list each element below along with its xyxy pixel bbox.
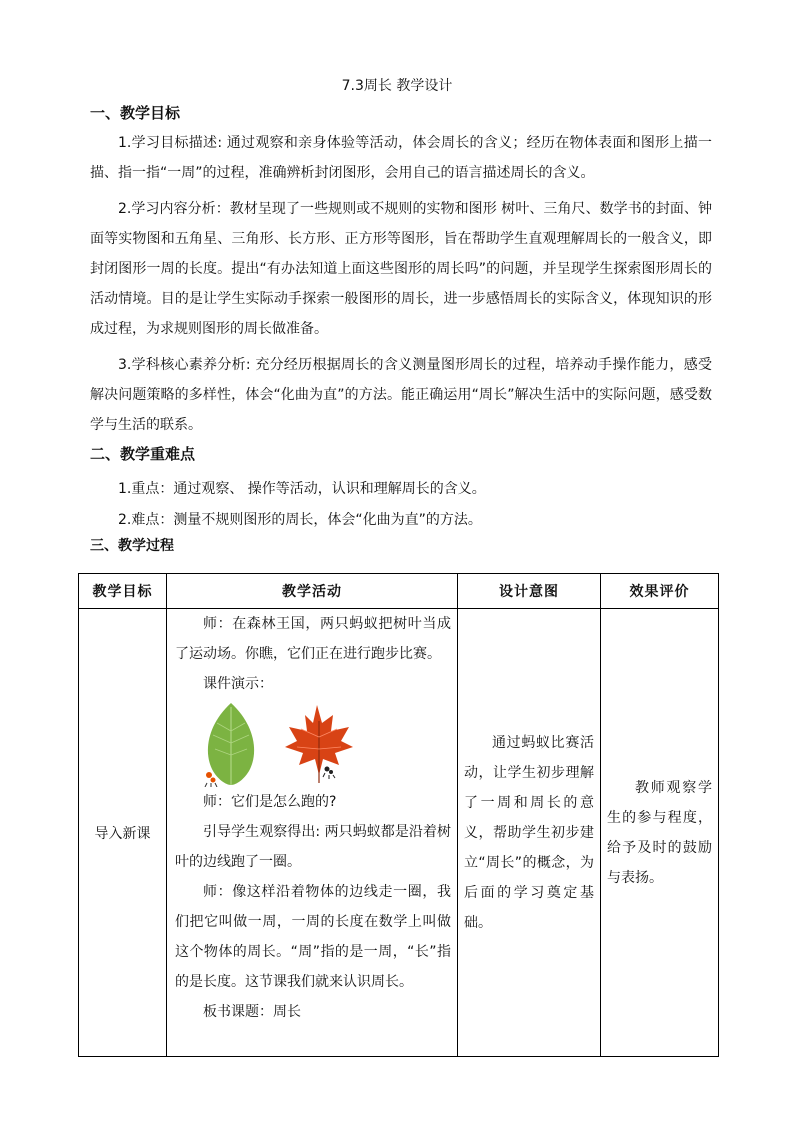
intent-text: 通过蚂蚁比赛活动，让学生初步理解了一周和周长的意义，帮助学生初步建立“周长”的概念，为后面的学习奠定基础。 [464, 734, 594, 931]
cell-intent [458, 609, 601, 1057]
activity-text: 师：在森林王国，两只蚂蚁把树叶当成了运动场。你瞧，它们正在进行跑步比赛。 [175, 616, 451, 662]
activity-text: 板书课题：周长 [203, 1004, 301, 1020]
teaching-process-table [78, 573, 719, 1057]
paragraph-goal-description: 1.学习目标描述: 通过观察和亲身体验等活动，体会周长的含义；经历在物体表面和图形上描一描、指一指“一周”的过程，准确辨析封闭图形，会用自己的语言描述周长的含义。 [90, 135, 712, 181]
section-heading-goals: 一、教学目标 [90, 104, 181, 122]
doc-title: 7.3周长 教学设计 [341, 78, 453, 94]
header-goal: 教学目标 [79, 574, 167, 609]
header-intent: 设计意图 [458, 574, 601, 609]
activity-text: 师：像这样沿着物体的边线走一圈，我们把它叫做一周，一周的长度在数学上叫做这个物体的周长。“周”指的是一周，“长”指的是长度。这节课我们就来认识周长。 [175, 884, 451, 990]
paragraph-content-analysis: 2.学习内容分析：教材呈现了一些规则或不规则的实物和图形 树叶、三角尺、数学书的封面、钟面等实物图和五角星、三角形、长方形、正方形等图形，旨在帮助学生直观理解周长的一般含义，即封闭图形一周的长度。提出“有办法知道上面这些图形的周长吗”的问题，并呈现学生探索图形周长的活动情境。目的是让学生实际动手探索一般图形的周长，进一步感悟周长的实际含义，体现知识的形成过程，为求规则图形的周长做准备。 [90, 201, 712, 337]
evaluation-text: 教师观察学生的参与程度，给予及时的鼓励与表扬。 [607, 779, 712, 886]
leaves-image [201, 701, 371, 787]
table-header-row [79, 574, 719, 609]
key-point-item: 1.重点：通过观察、 操作等活动，认识和理解周长的含义。 [118, 481, 486, 497]
cell-evaluation [601, 609, 719, 1057]
header-activity: 教学活动 [167, 574, 458, 609]
section-heading-process: 三、教学过程 [90, 538, 174, 554]
leaf-illustration [175, 699, 451, 787]
ant-icon [323, 767, 335, 780]
table-row [79, 609, 719, 1057]
cell-activity [167, 609, 458, 1057]
activity-text: 师：它们是怎么跑的? [203, 794, 337, 810]
paragraph-core-literacy: 3.学科核心素养分析: 充分经历根据周长的含义测量图形周长的过程，培养动手操作能力，感受解决问题策略的多样性，体会“化曲为直”的方法。能正确运用“周长”解决生活中的实际问题，感受数学与生活的联系。 [90, 357, 712, 433]
difficult-point-item: 2.难点：测量不规则图形的周长，体会“化曲为直”的方法。 [118, 512, 482, 528]
activity-text: 课件演示： [203, 676, 273, 692]
green-leaf-icon [208, 703, 254, 785]
red-maple-leaf-icon [285, 705, 353, 783]
header-evaluation: 效果评价 [601, 574, 719, 609]
activity-text: 引导学生观察得出: 两只蚂蚁都是沿着树叶的边线跑了一圈。 [175, 824, 451, 870]
cell-goal: 导入新课 [79, 609, 167, 1057]
section-heading-key-points: 二、教学重难点 [90, 445, 196, 463]
